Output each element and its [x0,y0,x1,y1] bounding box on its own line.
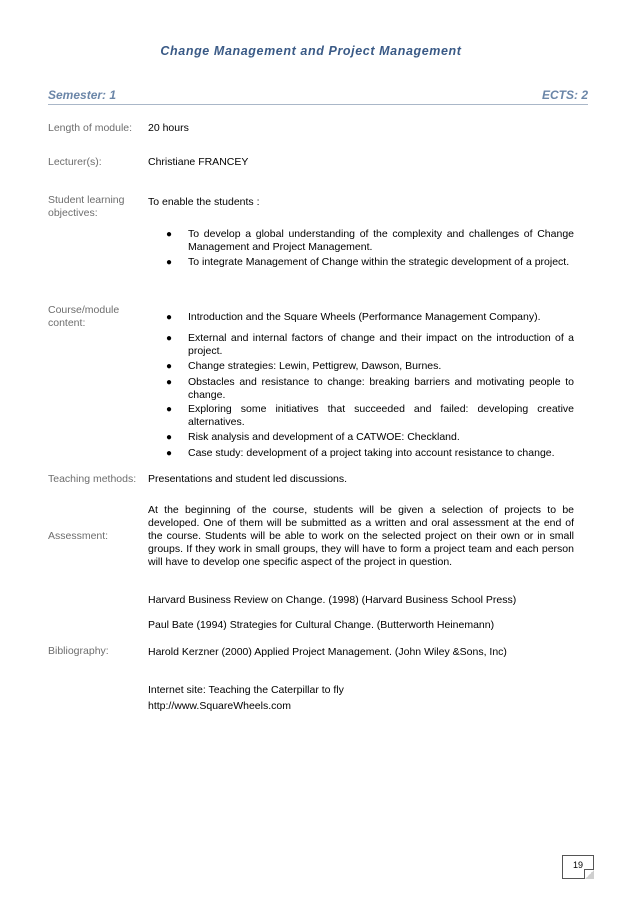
objective-item-text: To develop a global understanding of the complexity and challenges of Change Management and Project Management. [188,228,574,253]
bibliography-item: Paul Bate (1994) Strategies for Cultural Change. (Butterworth Heinemann) [148,619,495,631]
document-title: Change Management and Project Management [160,44,462,58]
bullet-icon: ● [166,333,173,344]
objectives-label-line-2: objectives: [48,207,98,219]
lecturer-value: Christiane FRANCEY [148,156,249,168]
bullet-icon: ● [166,257,173,268]
square-wheels-link[interactable]: http://www.SquareWheels.com [148,700,291,712]
objectives-intro: To enable the students : [148,196,260,208]
content-item-text: Exploring some initiatives that succeeded and failed: developing creative alternatives. [188,403,574,428]
bullet-icon: ● [166,432,173,443]
objectives-label-line-1: Student learning [48,194,125,206]
assessment-label: Assessment: [48,530,109,542]
ects-label: ECTS: 2 [541,88,588,102]
bullet-icon: ● [166,448,173,459]
content-item-text: External and internal factors of change and their impact on the introduction of a project. [188,332,574,357]
semester-label: Semester: 1 [48,88,117,102]
objective-item-text: To integrate Management of Change within the strategic development of a project. [188,256,570,268]
content-item-text: Obstacles and resistance to change: breaking barriers and motivating people to change. [188,376,574,401]
lecturer-label: Lecturer(s): [48,156,102,168]
length-label: Length of module: [48,122,133,134]
content-label [48,304,144,330]
bullet-icon: ● [166,404,173,415]
length-value: 20 hours [148,122,189,134]
bullet-icon: ● [166,312,173,323]
teaching-label: Teaching methods: [48,473,137,485]
page-number-box [562,855,594,879]
objectives-label [48,194,144,220]
content-item-text: Risk analysis and development of a CATWOE: Checkland. [188,431,460,443]
bibliography-item: Harvard Business Review on Change. (1998) (Harvard Business School Press) [148,594,517,606]
content-label-line-1: Course/module [48,304,120,316]
internet-site-label: Internet site: Teaching the Caterpillar to fly [148,684,344,696]
page-fold-icon [584,869,594,879]
content-item-text: Case study: development of a project taking into account resistance to change. [188,447,555,459]
header-divider [48,104,588,105]
bullet-icon: ● [166,361,173,372]
bullet-icon: ● [166,377,173,388]
bibliography-item: Harold Kerzner (2000) Applied Project Management. (John Wiley &Sons, Inc) [148,646,507,658]
teaching-value: Presentations and student led discussions. [148,473,348,485]
bullet-icon: ● [166,229,173,240]
page-number: 19 [572,860,583,870]
assessment-value: At the beginning of the course, students will be given a selection of projects to be developed. One of them will be submitted as a written and oral assessment at the end of the course. Students will be able to work on the selected project on their own or in small groups. If they work in small groups, they will have to form a project team and each person will have to develop one specific aspect of the project in question. [148,504,574,568]
bibliography-label: Bibliography: [48,645,109,657]
content-item-text: Introduction and the Square Wheels (Performance Management Company). [188,311,541,323]
content-item-text: Change strategies: Lewin, Pettigrew, Dawson, Burnes. [188,360,442,372]
content-label-line-2: content: [48,317,86,329]
